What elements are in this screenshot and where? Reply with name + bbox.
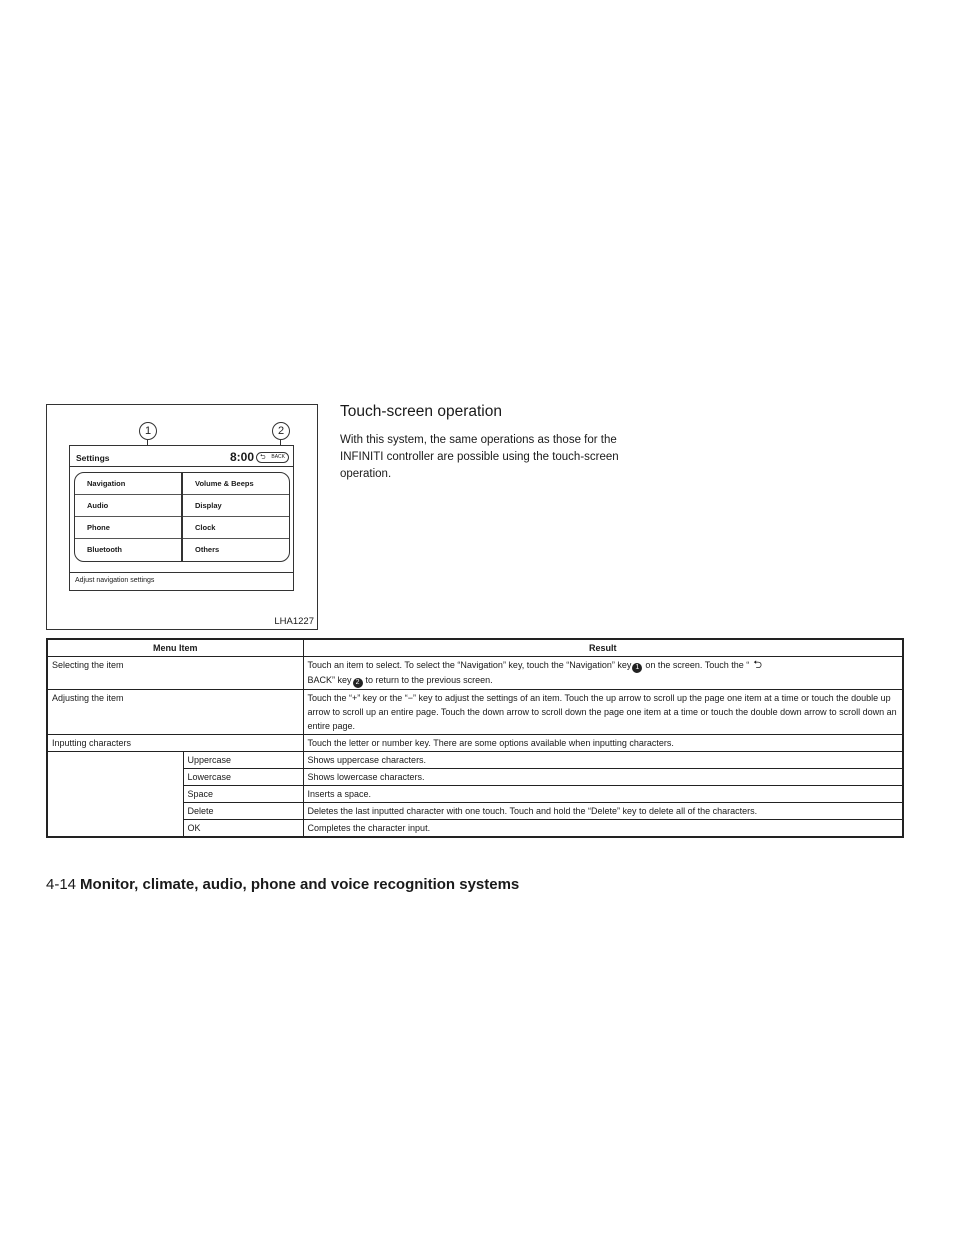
row-option: Delete: [183, 803, 303, 820]
row-item-label: Inputting characters: [47, 735, 303, 752]
menu-item-display[interactable]: Display: [183, 495, 289, 517]
screen-title: Settings: [76, 453, 110, 463]
row-result: Touch the “+” key or the “−” key to adjust the settings of an item. Touch the up arrow to scroll up the page one item at a time or touch the double up arrow to scroll up an entire page. Touch the down arrow to scroll down the page one item at a time or touch the double down arrow to scroll down an entire page.: [303, 690, 903, 735]
header-result: Result: [303, 639, 903, 657]
page-footer: [46, 876, 519, 893]
key-2-icon: 2: [353, 678, 363, 688]
settings-screen: [69, 445, 294, 591]
back-arrow-icon: ⮌: [260, 454, 266, 461]
chapter-title: Monitor, climate, audio, phone and voice recognition systems: [80, 876, 520, 893]
screen-status-text: Adjust navigation settings: [75, 577, 155, 584]
result-text-d: to return to the previous screen.: [365, 675, 493, 685]
header-divider: [70, 466, 293, 467]
table-header-row: [47, 639, 903, 657]
table-row: [47, 735, 903, 752]
settings-screen-illustration: [46, 404, 318, 630]
page-number: 4-14: [46, 876, 77, 893]
back-button[interactable]: [256, 452, 289, 463]
table-row: [47, 690, 903, 735]
menu-item-bluetooth[interactable]: Bluetooth: [87, 545, 122, 554]
section-body: With this system, the same operations as those for the INFINITI controller are possible using the touch-screen operation.: [340, 434, 619, 480]
table-row: [47, 752, 903, 769]
result-text-a: Touch an item to select. To select the “Navigation” key, touch the “Navigation” key: [307, 660, 632, 670]
menu-item-phone[interactable]: Phone: [75, 517, 181, 539]
row-option: Lowercase: [183, 769, 303, 786]
screen-clock: 8:00: [230, 450, 255, 464]
row-option: Uppercase: [183, 752, 303, 769]
back-button-label: BACK: [271, 454, 285, 460]
row-item-label: Adjusting the item: [47, 690, 303, 735]
menu-item-volume-beeps[interactable]: Volume & Beeps: [183, 473, 289, 495]
table-row: [47, 657, 903, 690]
callout-1: 1: [139, 422, 157, 440]
menu-item-navigation[interactable]: Navigation: [75, 473, 181, 495]
row-result: Shows uppercase characters.: [303, 752, 903, 769]
row-option: OK: [183, 820, 303, 838]
figure-label: LHA1227: [274, 616, 314, 627]
row-result: Shows lowercase characters.: [303, 769, 903, 786]
menu-column-left: [74, 472, 182, 562]
result-text-c: BACK” key: [307, 675, 352, 685]
key-1-icon: 1: [632, 663, 642, 673]
back-arrow-icon: ⮌: [753, 659, 763, 671]
section-title: Touch-screen operation: [340, 403, 502, 420]
row-item-label: Selecting the item: [47, 657, 303, 690]
header-menu-item: Menu Item: [47, 639, 303, 657]
menu-item-clock[interactable]: Clock: [183, 517, 289, 539]
touch-operations-table: [46, 638, 904, 838]
callout-2: 2: [272, 422, 290, 440]
row-result: [303, 657, 903, 690]
row-result: Touch the letter or number key. There are some options available when inputting characters.: [303, 735, 903, 752]
result-text-b: on the screen. Touch the “: [645, 660, 750, 670]
menu-column-right: [182, 472, 290, 562]
row-result: Completes the character input.: [303, 820, 903, 838]
menu-item-others[interactable]: Others: [195, 545, 220, 554]
row-option: Space: [183, 786, 303, 803]
menu-item-audio[interactable]: Audio: [75, 495, 181, 517]
row-result: Inserts a space.: [303, 786, 903, 803]
row-blank-cell: [47, 752, 183, 838]
status-divider: [70, 572, 293, 573]
row-result: Deletes the last inputted character with one touch. Touch and hold the “Delete” key to delete all of the characters.: [303, 803, 903, 820]
